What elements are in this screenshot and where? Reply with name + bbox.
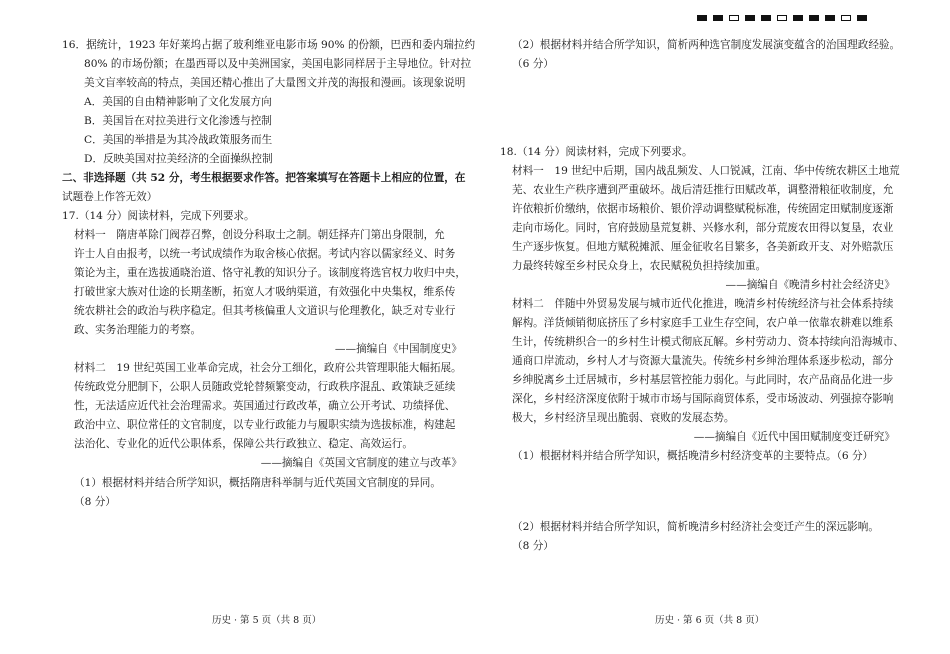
q17-material-1-line-2: 许士人自由报考，以统一考试成绩作为取舍核心依据。考试内容以儒家经义、时务 <box>74 248 456 260</box>
q17-material-1-line-1: 材料一 隋唐革除门阀荐召弊，创设分科取士之制。朝廷择卉门第出身限制，允 <box>74 229 445 241</box>
q17-sub-1-score: （8 分） <box>74 496 116 508</box>
page-6-footer: 历史 · 第 6 页（共 8 页） <box>655 615 765 626</box>
q17-material-2-source: ——摘编自《英国文官制度的建立与改革》 <box>260 457 462 469</box>
q17-material-1-line-5: 统农耕社会的政治与秩序稳定。但其考核偏重人文道识与伦理教化，缺乏对专业行 <box>74 305 456 317</box>
section-2-heading-cont: 试题卷上作答无效） <box>62 191 158 203</box>
section-2-heading: 二、非选择题（共 52 分，考生根据要求作答。把答案填写在答题卡上相应的位置，在 <box>62 172 466 184</box>
q18-material-2-line-5: 乡绅脱离乡土迁居城市，乡村基层管控能力弱化。与此同时，农产品商品化进一步 <box>512 374 894 386</box>
q18-sub-2-score: （8 分） <box>512 540 554 552</box>
page-5-footer: 历史 · 第 5 页（共 8 页） <box>212 615 322 626</box>
q17-material-2-line-5: 法治化、专业化的近代公职体系，保障公共行政独立、稳定、高效运行。 <box>74 438 413 450</box>
q16-stem-line-3: 美文盲率较高的特点，美国还精心推出了大量图文并茂的海报和漫画。该现象说明 <box>84 77 466 89</box>
q16-option-d: D．反映美国对拉美经济的全面操纵控制 <box>84 153 273 165</box>
q18-sub-2: （2）根据材料并结合所学知识，简析晚清乡村经济社会变迁产生的深远影响。 <box>512 521 879 533</box>
q16-option-a: A．美国的自由精神影响了文化发展方向 <box>84 96 272 108</box>
page-5 <box>62 0 476 654</box>
q18-material-1-line-5: 生产逐步恢复。但地方赋税摊派、厘金征收名目繁多，各美新政开支、对外赔款压 <box>512 241 894 253</box>
page-6 <box>500 0 904 654</box>
q18-material-2-line-1: 材料二 伴随中外贸易发展与城市近代化推进，晚清乡村传统经济与社会体系持续 <box>512 298 894 310</box>
q17-material-1-line-4: 打破世家大族对仕途的长期垄断，拓宽人才吸纳渠道，有效强化中央集权，维系传 <box>74 286 456 298</box>
q16-option-c: C．美国的举措是为其冷战政策服务而生 <box>84 134 273 146</box>
q18-sub-1: （1）根据材料并结合所学知识，概括晚清乡村经济变革的主要特点。（6 分） <box>512 450 874 462</box>
q18-material-1-source: ——摘编自《晚清乡村社会经济史》 <box>725 279 895 291</box>
q18-material-2-source: ——摘编自《近代中国田赋制度变迁研究》 <box>693 431 895 443</box>
q17-material-2-line-4: 政治中立、职位常任的文官制度，以专业行政能力与履职实绩为选拔标准，构建起 <box>74 419 456 431</box>
q17-sub-1: （1）根据材料并结合所学知识，概括隋唐科举制与近代英国文官制度的异同。 <box>74 477 441 489</box>
q17-sub-2-score: （6 分） <box>512 58 554 70</box>
q17-material-2-line-3: 性，无法适应近代社会治理需求。英国通过行政改革，确立公开考试、功绩择优、 <box>74 400 456 412</box>
q18-material-1-line-6: 力最终转嫁至乡村民众身上，农民赋税负担持续加重。 <box>512 260 767 272</box>
q18-stem: 18.（14 分）阅读材料，完成下列要求。 <box>500 146 693 158</box>
q18-material-2-line-6: 深化，乡村经济深度依附于城市市场与国际商贸体系，受市场波动、列强掠夺影响 <box>512 393 894 405</box>
q18-material-1-line-1: 材料一 19 世纪中后期，国内战乱频发、人口锐减，江南、华中传统农耕区土地荒 <box>512 165 900 177</box>
q17-material-1-line-6: 政、实务治理能力的考察。 <box>74 324 202 336</box>
q17-material-1-line-3: 策论为主，重在选拔通晓治道、恪守礼教的知识分子。该制度将选官权力收归中央， <box>74 267 466 279</box>
q16-stem-line-1: 16．据统计，1923 年好莱坞占据了玻利维亚电影市场 90% 的份额，巴西和委内瑞拉约 <box>62 39 476 51</box>
q18-material-1-line-3: 许依粮折价缴纳，依据市场粮价、银价浮动调整赋税标准，传统固定田赋制度逐渐 <box>512 203 894 215</box>
q18-material-2-line-7: 极大，乡村经济呈现出脆弱、衰败的发展态势。 <box>512 412 735 424</box>
q17-material-2-line-1: 材料二 19 世纪英国工业革命完成，社会分工细化，政府公共管理职能大幅拓展。 <box>74 362 462 374</box>
q16-option-b: B．美国旨在对拉美进行文化渗透与控制 <box>84 115 272 127</box>
q17-sub-2: （2）根据材料并结合所学知识，简析两种选官制度发展演变蕴含的治国理政经验。 <box>512 39 901 51</box>
q18-material-1-line-2: 芜、农业生产秩序遭到严重破坏。战后清廷推行田赋改革，调整滑粮征收制度，允 <box>512 184 894 196</box>
q17-material-1-source: ——摘编自《中国制度史》 <box>334 343 462 355</box>
q17-material-2-line-2: 传统政党分肥制下，公职人员随政党轮替频繁变动，行政秩序混乱、政策缺乏延续 <box>74 381 456 393</box>
q18-material-2-line-4: 通商口岸流动，乡村人才与资源大量流失。传统乡村乡绅治理体系逐步松动，部分 <box>512 355 894 367</box>
q17-stem: 17.（14 分）阅读材料，完成下列要求。 <box>62 210 255 222</box>
q18-material-1-line-4: 走向市场化。同时，官府鼓励垦荒复耕、兴修水利，部分荒废农田得以复垦，农业 <box>512 222 894 234</box>
q16-stem-line-2: 80% 的市场份额；在墨西哥以及中美洲国家，美国电影同样居于主导地位。针对拉 <box>84 58 472 70</box>
q18-material-2-line-2: 解构。洋货倾销彻底挤压了乡村家庭手工业生存空间，农户单一依靠农耕难以维系 <box>512 317 894 329</box>
q18-material-2-line-3: 生计，传统耕织合一的乡村生计模式彻底瓦解。乡村劳动力、资本持续向沿海城市、 <box>512 336 904 348</box>
